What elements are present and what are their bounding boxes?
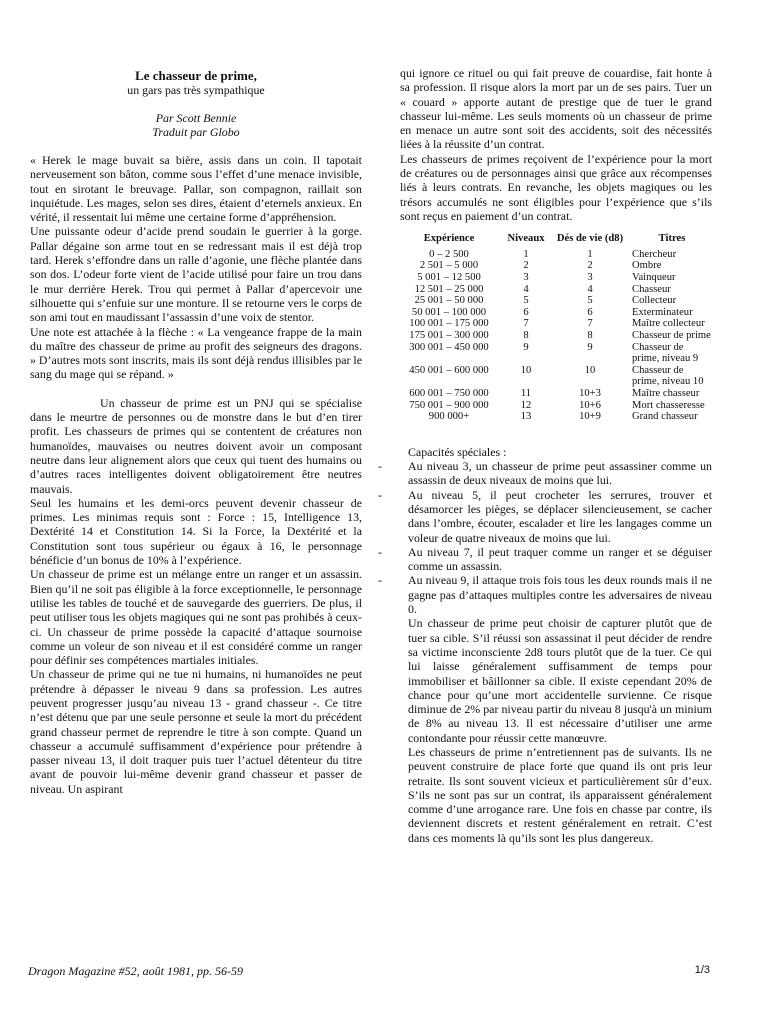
table-header: Expérience xyxy=(423,233,475,245)
experience-cell: 50 001 – 100 000 xyxy=(411,306,487,318)
level-cell: 5 xyxy=(523,295,529,307)
title-cell: Chasseur de prime, niveau 10 xyxy=(632,364,704,388)
hit-dice-cell: 10 xyxy=(584,364,596,376)
title-cell: Chercheur xyxy=(632,248,677,260)
title-cell: Chasseur de prime xyxy=(632,330,711,342)
table-row xyxy=(400,307,712,319)
body-paragraph: Un chasseur de prime qui ne tue ni humains, ni humanoïdes ne peut prétendre à dépasser le niveau 9 dans sa profession. Les autres peuvent progresser jusqu’au niveau 13 - grand chasseur -. Ce titre n’est détenu que par une seule personne et seule la mort du précédent grand chasseur permet de reprendre le titre à son compte. Quand un chasseur a accumulé suffisamment d’expérience pour prétendre à passer niveau 13, il doit traquer puis tuer l’actuel détenteur du titre avant de pouvoir lui-même devenir grand chasseur et passer de niveau. Un aspirant xyxy=(30,667,362,796)
title-cell: Ombre xyxy=(632,260,662,272)
hit-dice-cell: 7 xyxy=(587,318,593,330)
table-row xyxy=(400,318,712,330)
capacities-list xyxy=(378,459,712,617)
table-row xyxy=(400,388,712,400)
table-row xyxy=(400,272,712,284)
hit-dice-cell: 3 xyxy=(587,272,593,284)
table-header: Dés de vie (d8) xyxy=(556,233,624,245)
list-item: - Au niveau 9, il attaque trois fois tous les deux rounds mais il ne gagne pas d’attaques multiples contre les adversaires de niveau 0. xyxy=(378,573,712,617)
table-row xyxy=(400,330,712,342)
experience-cell: 450 001 – 600 000 xyxy=(409,364,489,376)
experience-cell: 900 000+ xyxy=(428,411,470,423)
level-cell: 13 xyxy=(520,411,532,423)
hit-dice-cell: 10+6 xyxy=(579,399,601,411)
footer-source: Dragon Magazine #52, août 1981, pp. 56-59 xyxy=(28,964,243,978)
body-paragraph: Les chasseurs de primes reçoivent de l’expérience pour la mort de créatures ou de personnages ainsi que grâce aux récompenses liés à leurs contrats. En revanche, les objets magiques ou les trésors accumulés ne sont éligibles pour l’expérience que s’ils sont reçus en paiement d’un contrat. xyxy=(400,151,712,223)
hit-dice-cell: 5 xyxy=(587,295,593,307)
title-cell: Maître chasseur xyxy=(632,387,700,399)
body-paragraph: qui ignore ce rituel ou qui fait preuve de couardise, fait honte à sa profession. Il risque alors la mort par un de ses pairs. Tuer un « couard » apporte autant de prestige que de tuer le grand chasseur lui-même. Les seuls moments où un chasseur de prime en menace un autre sont soit des accidents, soit des nécessités liées à la réussite d’un contrat. xyxy=(400,66,712,152)
level-cell: 9 xyxy=(523,341,529,353)
capacities-heading: Capacités spéciales : xyxy=(408,444,507,459)
level-cell: 7 xyxy=(523,318,529,330)
list-item: - Au niveau 5, il peut crocheter les serrures, trouver et désamorcer les pièges, se déplacer silencieusement, se cacher dans l’ombre, écouter, escalader et lire les langages comme un voleur de quatre niveaux de moins que lui. xyxy=(378,487,712,545)
table-row xyxy=(400,249,712,261)
level-cell: 6 xyxy=(523,306,529,318)
hit-dice-cell: 9 xyxy=(587,341,593,353)
title-cell: Exterminateur xyxy=(632,306,693,318)
title-cell: Maître collecteur xyxy=(632,318,705,330)
level-cell: 12 xyxy=(520,399,532,411)
hit-dice-cell: 10+3 xyxy=(579,387,601,399)
experience-table xyxy=(400,233,712,423)
table-header-row xyxy=(400,233,712,249)
level-cell: 2 xyxy=(523,260,529,272)
experience-cell: 5 001 – 12 500 xyxy=(417,272,481,284)
experience-cell: 300 001 – 450 000 xyxy=(409,341,489,353)
table-header: Niveaux xyxy=(507,233,545,245)
experience-cell: 600 001 – 750 000 xyxy=(409,387,489,399)
translator-line: Traduit par Globo xyxy=(152,125,240,139)
level-cell: 1 xyxy=(523,248,529,260)
capacity-text: Au niveau 3, un chasseur de prime peut assassiner comme un assassin de deux niveaux de moins que lui. xyxy=(408,459,712,488)
article-title: Le chasseur de prime, xyxy=(135,68,257,83)
experience-cell: 750 001 – 900 000 xyxy=(409,399,489,411)
table-header: Titres xyxy=(658,233,686,245)
level-cell: 8 xyxy=(523,330,529,342)
capacity-text: Au niveau 7, il peut traquer comme un ranger et se déguiser comme un assassin. xyxy=(408,544,712,574)
right-column xyxy=(378,66,712,845)
hit-dice-cell: 2 xyxy=(587,260,593,272)
capacity-text: Au niveau 5, il peut crocheter les serrures, trouver et désamorcer les pièges, se déplacer silencieusement, se cacher dans l’ombre, écouter, escalader et lire les langages comme un voleur de quatre niveaux de moins que lui. xyxy=(408,487,712,545)
level-cell: 3 xyxy=(523,272,529,284)
experience-cell: 100 001 – 175 000 xyxy=(409,318,489,330)
experience-table-body xyxy=(400,249,712,423)
table-row xyxy=(400,411,712,423)
body-paragraph: Les chasseurs de prime n’entretiennent pas de suivants. Ils ne peuvent construire de place forte que quand ils ont pris leur retraite. Ils sont souvent vicieux et particulièrement sûr d’eux. S’ils ne sont pas sur un contrat, ils apparaissent généralement comme d’une arrogance rare. Une fois en chasse par contre, ils deviennent discrets et restent généralement en retrait. C’est dans ces moments là qu’ils sont les plus dangereux. xyxy=(408,745,712,845)
experience-cell: 12 501 – 25 000 xyxy=(414,283,484,295)
table-row xyxy=(400,260,712,272)
hit-dice-cell: 10+9 xyxy=(579,411,601,423)
hit-dice-cell: 8 xyxy=(587,330,593,342)
body-paragraph: Un chasseur de prime est un mélange entre un ranger et un assassin. Bien qu’il ne soit pas éligible à la force exceptionnelle, le personnage utilise les tables de touché et de sauvegarde des guerriers. De plus, il peut utiliser tous les objets magiques qui ne sont pas prohibés à ceux-ci. Un chasseur de prime possède la capacité d’attaque sournoise comme un voleur de son niveau et il est considéré comme un ranger pour définir ses compétences martiales initiales. xyxy=(30,567,362,668)
article-subtitle: un gars pas très sympathique xyxy=(127,83,265,97)
body-paragraph: Seul les humains et les demi-orcs peuvent devenir chasseur de primes. Les minimas requis sont : Force : 15, Intelligence 13, Dextérité 14 et Constitution 14. Si la Force, la Dextérité et la Constitution sont tous supérieur ou égaux à 16, le personnage bénéficie d’un bonus de 10% à l’expérience. xyxy=(30,495,362,568)
story-paragraph: Une puissante odeur d’acide prend soudain le guerrier à la gorge. Pallar dégaine son arme tout en se redressant mais il est déjà trop tard. Herek s’effondre dans un ralle d’agonie, une flèche plantée dans son dos. L’odeur forte vient de l’acide utilisé pour faire un trou dans le mur derrière Herek. Trou qui permet à Pallar d’apercevoir une silhouette qui s’enfuie sur une monture. Il se retourne vers le corps de son ami tout en maudissant l’assassin d’une voix de stentor. xyxy=(30,224,362,325)
table-row xyxy=(400,295,712,307)
table-row xyxy=(400,342,712,365)
body-paragraph: Un chasseur de prime est un PNJ qui se spécialise dans le meurtre de personnes ou de monstre dans le but d’en tirer profit. Les chasseurs de primes qui se contentent de créatures non humanoïdes, mauvaises ou neutres doivent avoir un composant neutre dans leur alignement alors que ceux qui tuent des humains ou d’autres races intelligentes doivent obligatoirement être neutres mauvais. xyxy=(30,395,362,496)
hit-dice-cell: 6 xyxy=(587,306,593,318)
title-cell: Chasseur de prime, niveau 9 xyxy=(632,341,699,365)
hit-dice-cell: 4 xyxy=(587,283,593,295)
story-paragraph: Une note est attachée à la flèche : « La vengeance frappe de la main du maître des chasseur de prime au profit des seigneurs des dragons. » D’autres mots sont inscrits, mais ils sont déjà rendus illisibles par le sang du mage qui se répand. » xyxy=(30,324,362,382)
level-cell: 4 xyxy=(523,283,529,295)
experience-cell: 25 001 – 50 000 xyxy=(414,295,484,307)
title-cell: Vainqueur xyxy=(632,272,676,284)
body-paragraph: Un chasseur de prime peut choisir de capturer plutôt que de tuer sa cible. S’il réussi son assassinat il peut décider de rendre sa victime inconsciente 2d8 tours plutôt que de la tuer. Ce qui lui laisse généralement suffisamment de temps pour immobiliser et bâillonner sa cible. Il existe cependant 20% de chance pour qu’une mort accidentelle survienne. Ce risque diminue de 2% par niveau partir du niveau 8 jusqu'à un minium de 8% au niveau 13. Il est nécessaire d’utiliser une arme contondante pour réussir cette manœuvre. xyxy=(408,616,712,745)
story-paragraph: « Herek le mage buvait sa bière, assis dans un coin. Il tapotait nerveusement son bâton, comme sous l’effet d’une menace invisible, tout en sirotant le breuvage. Pallar, son compagnon, raillait son inquiétude. Les mages, selon ses dires, étaient d’eternels anxieux. En vérité, il ressentait lui même une certaine forme d’appréhension. xyxy=(30,153,362,225)
title-cell: Grand chasseur xyxy=(632,411,698,423)
title-cell: Mort chasseresse xyxy=(632,399,705,411)
experience-cell: 175 001 – 300 000 xyxy=(409,330,489,342)
title-cell: Chasseur xyxy=(632,283,671,295)
table-row xyxy=(400,400,712,412)
table-row xyxy=(400,284,712,296)
author-line: Par Scott Bennie xyxy=(155,111,237,125)
capacity-text: Au niveau 9, il attaque trois fois tous les deux rounds mais il ne gagne pas d’attaques multiples contre les adversaires de niveau 0. xyxy=(408,573,712,617)
level-cell: 10 xyxy=(520,364,532,376)
experience-cell: 2 501 – 5 000 xyxy=(419,260,479,272)
experience-cell: 0 – 2 500 xyxy=(429,248,469,260)
hit-dice-cell: 1 xyxy=(587,248,593,260)
page-number: 1/3 xyxy=(694,964,710,976)
list-item: - Au niveau 7, il peut traquer comme un ranger et se déguiser comme un assassin. xyxy=(378,544,712,574)
left-column xyxy=(30,60,362,796)
title-cell: Collecteur xyxy=(632,295,677,307)
level-cell: 11 xyxy=(520,387,532,399)
table-row xyxy=(400,365,712,388)
list-item: - Au niveau 3, un chasseur de prime peut assassiner comme un assassin de deux niveaux de moins que lui. xyxy=(378,459,712,488)
